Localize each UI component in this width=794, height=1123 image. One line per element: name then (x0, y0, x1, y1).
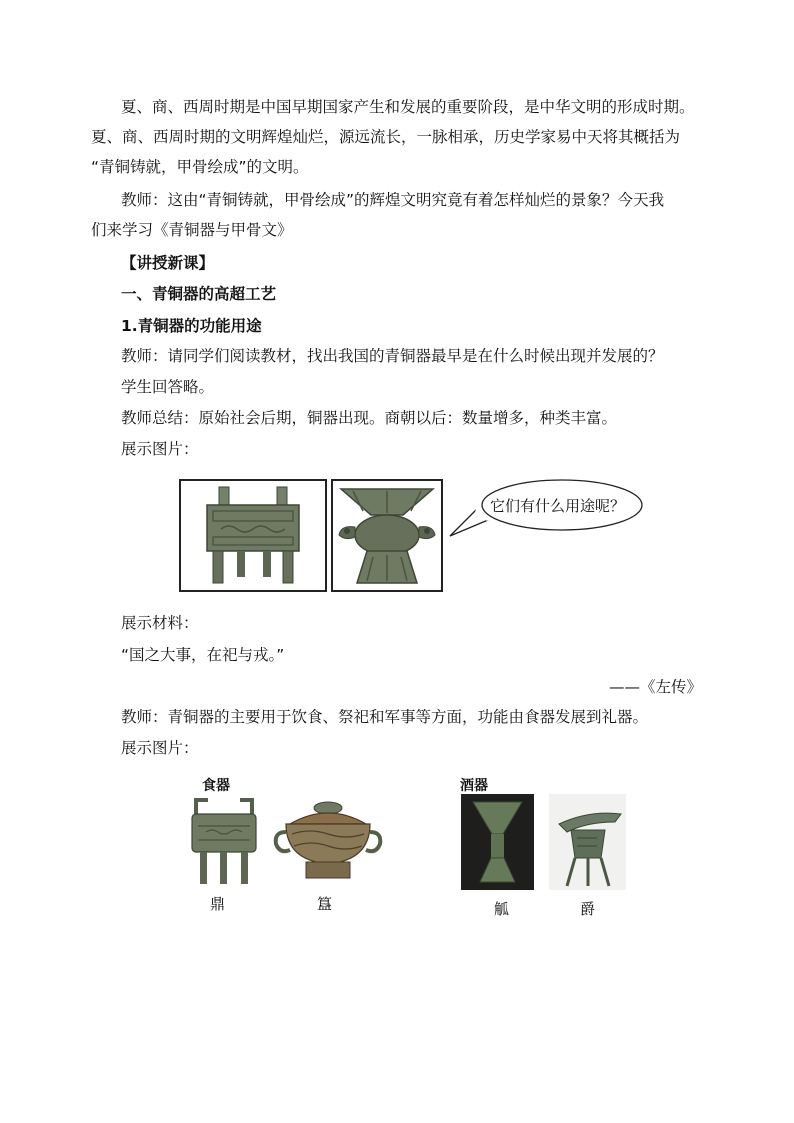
show-picture-label-1: 展示图片： (121, 440, 199, 458)
show-material-label: 展示材料： (121, 614, 199, 632)
subheading-1: 一、青铜器的高超工艺 (121, 285, 277, 303)
image-square-ding (179, 479, 327, 592)
jue-vessel-image (549, 794, 626, 890)
jue-illustration (549, 794, 626, 890)
label-gui: 簋 (317, 895, 333, 913)
food-vessel-caption: 食器 (202, 778, 230, 794)
ram-zun-illustration (333, 481, 441, 590)
quote-source: ——《左传》 (609, 678, 703, 696)
intro-line-3: “青铜铸就，甲骨绘成”的文明。 (91, 158, 309, 176)
ding-vessel-image (190, 796, 258, 888)
wine-vessel-caption: 酒器 (460, 778, 488, 794)
label-gu: 觚 (494, 900, 510, 918)
square-ding-illustration (181, 481, 325, 590)
gui-vessel-image (272, 798, 384, 882)
section-heading: 【讲授新课】 (121, 254, 215, 272)
teacher-intro-line-1: 教师：这由“青铜铸就，甲骨绘成”的辉煌文明究竟有着怎样灿烂的景象？今天我 (121, 191, 665, 209)
zuozhuan-quote: “国之大事，在祀与戎。” (121, 646, 285, 664)
student-answer: 学生回答略。 (121, 378, 215, 396)
speech-bubble-text: 它们有什么用途呢？ (490, 497, 626, 515)
gu-illustration (461, 794, 534, 890)
teacher-summary: 教师总结：原始社会后期，铜器出现。商朝以后：数量增多，种类丰富。 (121, 409, 618, 427)
label-jue: 爵 (580, 900, 596, 918)
intro-line-2: 夏、商、西周时期的文明辉煌灿烂，源远流长，一脉相承，历史学家易中天将其概括为 (91, 128, 681, 146)
intro-line-1: 夏、商、西周时期是中国早期国家产生和发展的重要阶段，是中华文明的形成时期。 (121, 98, 695, 116)
teacher-intro-line-2: 们来学习《青铜器与甲骨文》 (91, 221, 293, 239)
image-four-ram-zun (331, 479, 443, 592)
gu-vessel-image (461, 794, 534, 890)
label-ding: 鼎 (210, 895, 226, 913)
teacher-question: 教师：请同学们阅读教材，找出我国的青铜器最早是在什么时候出现并发展的？ (121, 347, 664, 365)
show-picture-label-2: 展示图片： (121, 739, 199, 757)
subheading-2: 1.青铜器的功能用途 (121, 317, 262, 335)
teacher-function-explanation: 教师：青铜器的主要用于饮食、祭祀和军事等方面，功能由食器发展到礼器。 (121, 708, 649, 726)
